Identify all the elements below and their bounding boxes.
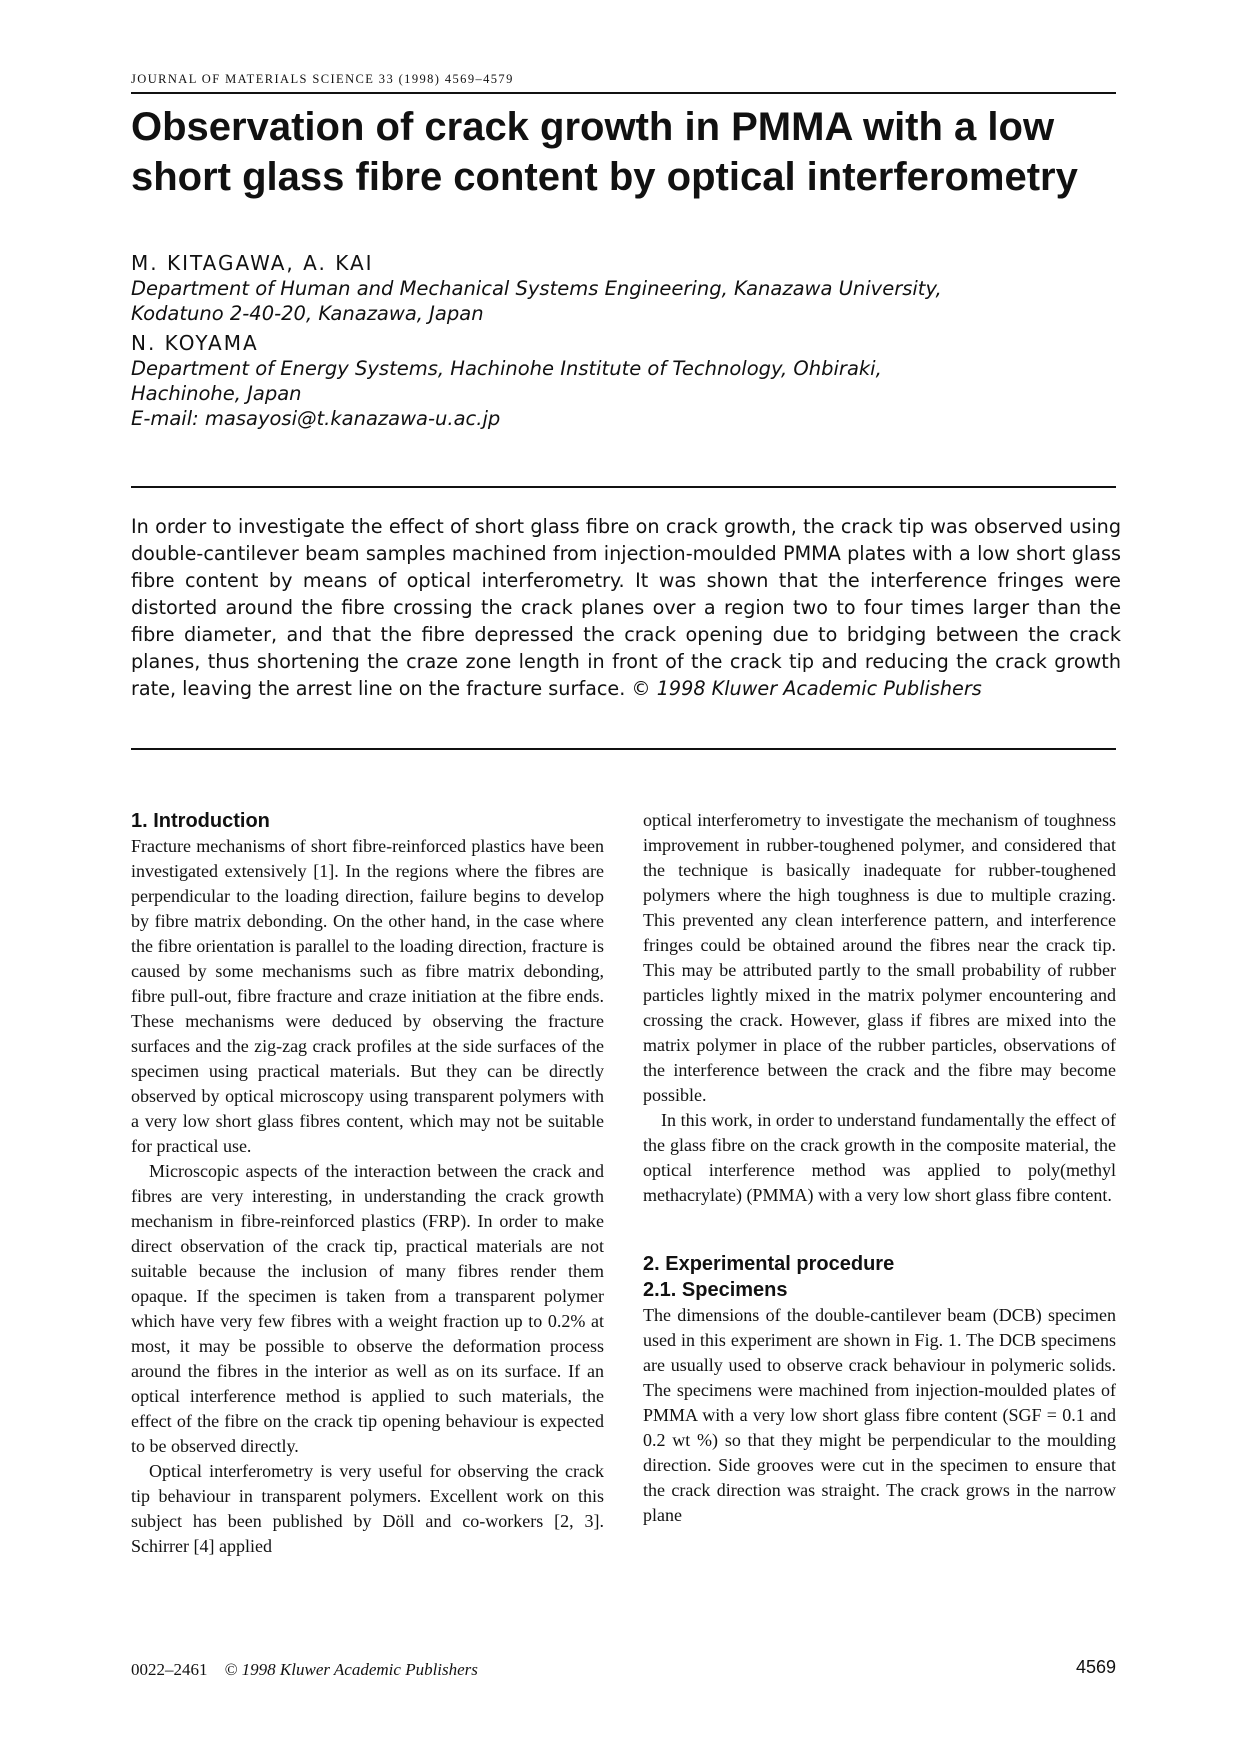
right-column	[643, 808, 1116, 1528]
paragraph: Microscopic aspects of the interaction between the crack and fibres are very interesting, in understanding the crack growth mechanism in fibre-reinforced plastics (FRP). In order to make direct observation of the crack tip, practical materials are not suitable because the inclusion of many fibres render them opaque. If the specimen is taken from a transparent polymer which have very few fibres with a weight fraction up to 0.2% at most, it may be possible to observe the deformation process around the fibres in the interior as well as on its surface. If an optical interference method is applied to such materials, the effect of the fibre on the crack tip opening behaviour is expected to be observed directly.	[131, 1161, 604, 1456]
paragraph: The dimensions of the double-cantilever beam (DCB) specimen used in this experiment are shown in Fig. 1. The DCB specimens are usually used to observe crack behaviour in polymeric solids. The specimens were machined from injection-moulded plates of PMMA with a very low short glass fibre content (SGF = 0.1 and 0.2 wt %) so that they might be perpendicular to the moulding direction. Side grooves were cut in the specimen to ensure that the crack direction was straight. The crack grows in the narrow plane	[643, 1305, 1116, 1525]
paper-title	[131, 102, 1121, 202]
author-group-2	[131, 330, 1116, 431]
paragraph: In this work, in order to understand fundamentally the effect of the glass fibre on the crack growth in the composite material, the optical interference method was applied to poly(methyl methacrylate) (PMMA) with a very low short glass fibre content.	[643, 1110, 1116, 1205]
affiliation-line: Department of Energy Systems, Hachinohe Institute of Technology, Ohbiraki,	[131, 357, 882, 380]
page-number: 4569	[1075, 1657, 1116, 1677]
section-heading-introduction: 1. Introduction	[131, 810, 270, 832]
affiliation-line: Hachinohe, Japan	[131, 382, 302, 405]
abstract-rule-bottom	[131, 748, 1116, 750]
footer-left	[131, 1660, 478, 1680]
section-heading-experimental: 2. Experimental procedure	[643, 1253, 895, 1275]
author-names-2: N. KOYAMA	[131, 331, 259, 355]
section-spacer	[643, 1208, 1116, 1251]
authors-block	[131, 250, 1116, 435]
abstract-rule-top	[131, 486, 1116, 488]
abstract-text: In order to investigate the effect of short glass fibre on crack growth, the crack tip was observed using double-cantilever beam samples machined from injection-moulded PMMA plates with a low short glass fibre content by means of optical interferometry. It was shown that the interference fringes were distorted around the fibre crossing the crack planes over a region two to four times larger than the fibre diameter, and that the fibre depressed the crack opening due to bridging between the crack planes, thus shortening the craze zone length in front of the crack tip and reducing the crack growth rate, leaving the arrest line on the fracture surface.	[131, 515, 1121, 700]
paragraph: Optical interferometry is very useful for observing the crack tip behaviour in transparent polymers. Excellent work on this subject has been published by Döll and co-workers [2, 3]. Schirrer [4] applied	[131, 1461, 604, 1556]
footer-publisher: © 1998 Kluwer Academic Publishers	[224, 1660, 478, 1679]
author-email: E-mail: masayosi@t.kanazawa-u.ac.jp	[131, 407, 501, 430]
abstract	[131, 513, 1121, 702]
paragraph: Fracture mechanisms of short fibre-reinforced plastics have been investigated extensively [1]. In the regions where the fibres are perpendicular to the loading direction, failure begins to develop by fibre matrix debonding. On the other hand, in the case where the fibre orientation is parallel to the loading direction, fracture is caused by some mechanisms such as fibre matrix debonding, fibre pull-out, fibre fracture and craze initiation at the fibre ends. These mechanisms were deduced by observing the fracture surfaces and the zig-zag crack profiles at the side surfaces of the specimen using practical materials. But they can be directly observed by optical microscopy using transparent polymers with a very low short glass fibres content, which may not be suitable for practical use.	[131, 836, 604, 1156]
abstract-copyright: © 1998 Kluwer Academic Publishers	[631, 677, 982, 700]
subsection-heading-specimens: 2.1. Specimens	[643, 1279, 788, 1301]
header-rule	[131, 92, 1116, 94]
affiliation-line: Department of Human and Mechanical Systems Engineering, Kanazawa University,	[131, 277, 942, 300]
title-line-2: short glass fibre content by optical interferometry	[131, 155, 1078, 199]
title-line-1: Observation of crack growth in PMMA with a low	[131, 105, 1055, 149]
journal-header: JOURNAL OF MATERIALS SCIENCE 33 (1998) 4569–4579	[131, 72, 514, 86]
author-names-1: M. KITAGAWA, A. KAI	[131, 251, 374, 275]
affiliation-line: Kodatuno 2-40-20, Kanazawa, Japan	[131, 302, 484, 325]
author-group-1	[131, 250, 1116, 326]
paragraph: optical interferometry to investigate the mechanism of toughness improvement in rubber-toughened polymer, and considered that the technique is basically inadequate for rubber-toughened polymers where the high toughness is due to multiple crazing. This prevented any clean interference pattern, and interference fringes could be obtained around the fibres near the crack tip. This may be attributed partly to the small probability of rubber particles lightly mixed in the matrix polymer encountering and crossing the crack. However, glass if fibres are mixed into the matrix polymer in place of the rubber particles, observations of the interference between the crack and the fibre may become possible.	[643, 810, 1116, 1105]
left-column	[131, 808, 604, 1559]
issn: 0022–2461	[131, 1660, 208, 1679]
